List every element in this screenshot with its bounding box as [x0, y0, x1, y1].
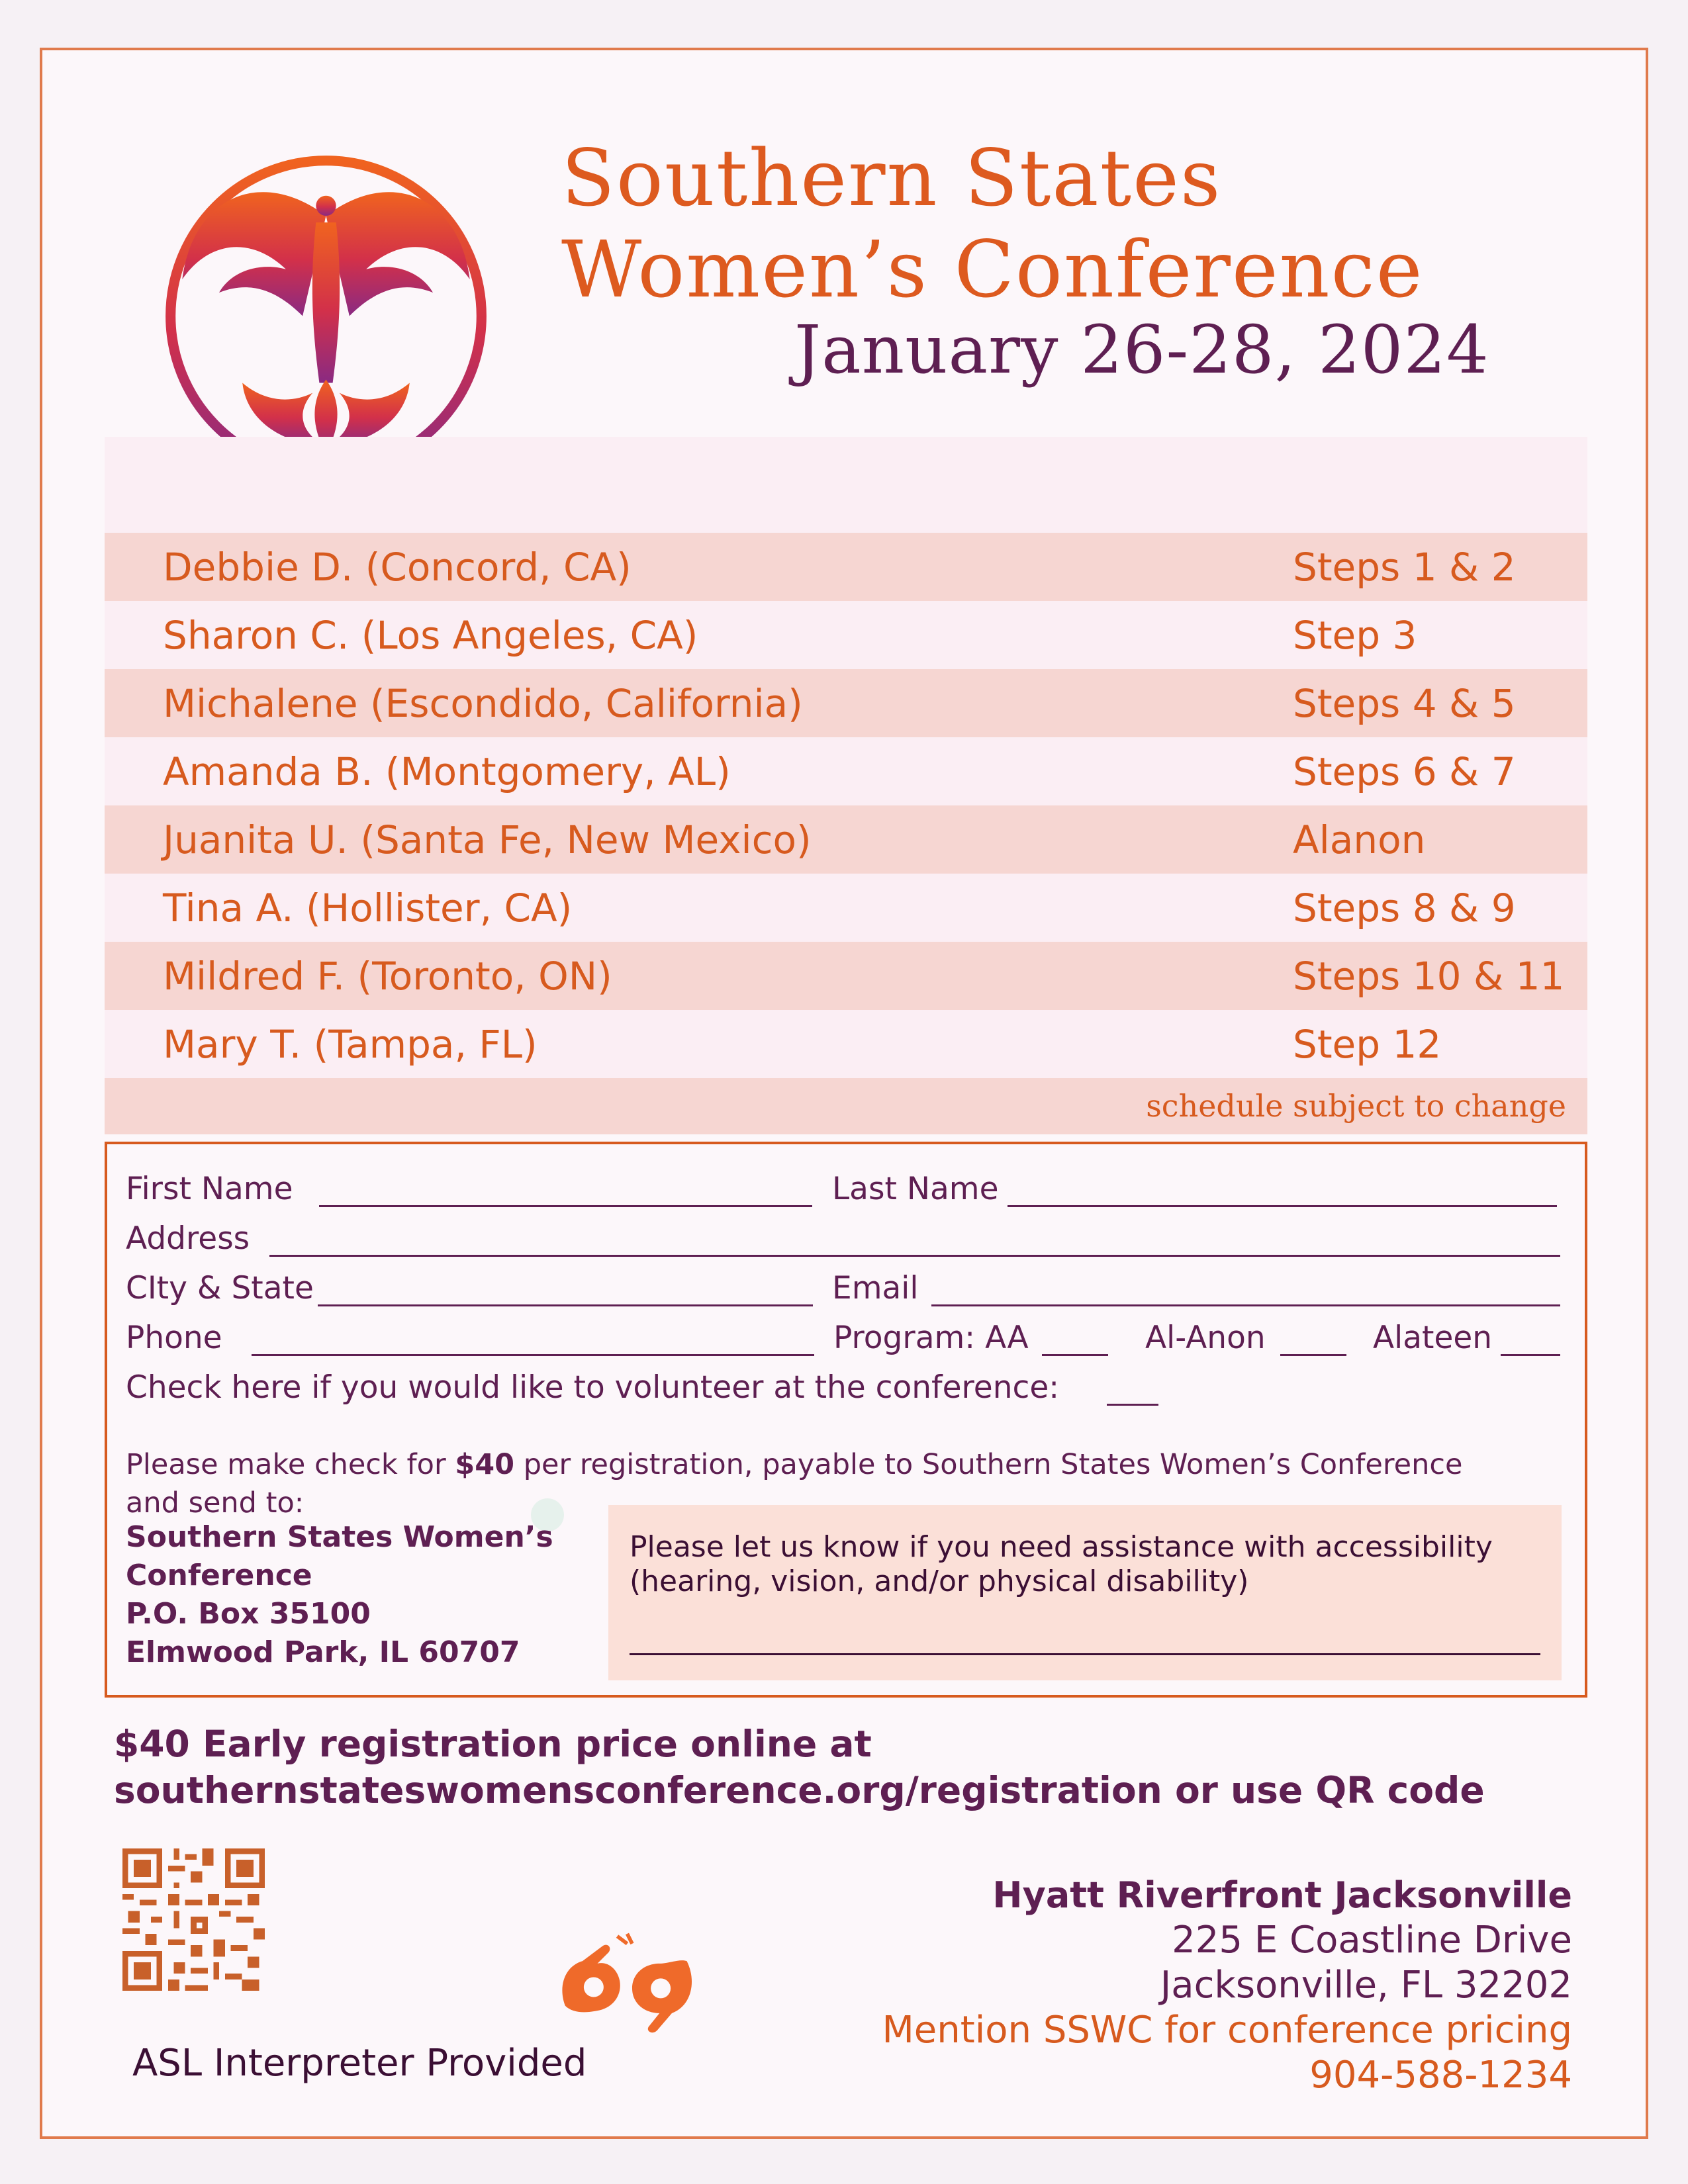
venue-phone[interactable]: 904-588-1234 [1309, 2054, 1572, 2097]
conference-title [561, 132, 1424, 315]
address-field[interactable] [269, 1255, 1560, 1257]
speaker-topic: Steps 1 & 2 [1293, 544, 1516, 590]
venue-city: Jacksonville, FL 32202 [1160, 1964, 1572, 2007]
phone-field[interactable] [252, 1354, 814, 1356]
mailing-address-line: P.O. Box 35100 [126, 1597, 371, 1631]
registration-form [105, 1142, 1587, 1698]
program-alanon-field[interactable] [1280, 1354, 1346, 1356]
accessibility-field[interactable] [630, 1653, 1540, 1655]
program-aa-field[interactable] [1042, 1354, 1108, 1356]
schedule-row [105, 601, 1587, 669]
asl-hands-icon [553, 1929, 702, 2045]
last-name-label: Last Name [832, 1171, 999, 1207]
payment-text-line2: and send to: [126, 1486, 305, 1520]
payment-amount: $40 [455, 1448, 515, 1481]
program-alateen-label: Alateen [1373, 1320, 1493, 1356]
speaker-topic: Steps 4 & 5 [1293, 680, 1516, 726]
title-line-2: Women’s Conference [561, 224, 1424, 315]
speaker-topic: Step 12 [1293, 1021, 1442, 1067]
address-label: Address [126, 1220, 250, 1257]
qr-code-icon[interactable] [122, 1848, 265, 1991]
online-registration [114, 1721, 1485, 1813]
last-name-field[interactable] [1008, 1205, 1557, 1207]
online-line-2[interactable]: southernstateswomensconference.org/registration or use QR code [114, 1769, 1485, 1811]
mailing-address-line: Elmwood Park, IL 60707 [126, 1635, 520, 1669]
schedule-row [105, 942, 1587, 1010]
schedule-row [105, 533, 1587, 601]
volunteer-label: Check here if you would like to volunteer at the conference: [126, 1369, 1060, 1406]
email-label: Email [832, 1270, 919, 1306]
volunteer-field[interactable] [1107, 1404, 1158, 1406]
speaker-topic: Steps 10 & 11 [1293, 953, 1565, 999]
speaker-topic: Alanon [1293, 817, 1426, 862]
city-state-field[interactable] [318, 1304, 813, 1306]
speaker-name: Debbie D. (Concord, CA) [163, 544, 632, 590]
schedule-row [105, 1010, 1587, 1078]
first-name-label: First Name [126, 1171, 293, 1207]
email-field[interactable] [931, 1304, 1560, 1306]
accessibility-box [608, 1505, 1562, 1680]
mailing-address-line: Conference [126, 1559, 312, 1592]
program-alanon-label: Al-Anon [1145, 1320, 1266, 1356]
asl-interpreter-note: ASL Interpreter Provided [132, 2042, 587, 2085]
speaker-name: Mildred F. (Toronto, ON) [163, 953, 612, 999]
speaker-name: Juanita U. (Santa Fe, New Mexico) [163, 817, 812, 862]
conference-date: January 26-28, 2024 [794, 311, 1489, 388]
phoenix-logo-icon [159, 149, 493, 483]
city-state-label: CIty & State [126, 1270, 314, 1306]
speaker-name: Tina A. (Hollister, CA) [163, 885, 573, 931]
phone-label: Phone [126, 1320, 222, 1356]
schedule-row [105, 805, 1587, 874]
accessibility-text: Please let us know if you need assistance with accessibility (hearing, vision, and/or physical disability) [630, 1530, 1493, 1598]
program-aa-label: Program: AA [833, 1320, 1029, 1356]
payment-text-pre: Please make check for [126, 1448, 455, 1481]
first-name-field[interactable] [319, 1205, 812, 1207]
speaker-schedule [105, 437, 1587, 1134]
venue-info [882, 1873, 1572, 2098]
speaker-name: Amanda B. (Montgomery, AL) [163, 749, 731, 794]
program-alateen-field[interactable] [1501, 1354, 1560, 1356]
schedule-header-band [105, 437, 1587, 533]
schedule-row [105, 669, 1587, 737]
mailing-address-line: Southern States Women’s [126, 1520, 553, 1554]
speaker-name: Sharon C. (Los Angeles, CA) [163, 612, 698, 658]
schedule-note: schedule subject to change [105, 1078, 1587, 1134]
title-line-1: Southern States [561, 132, 1222, 224]
venue-mention: Mention SSWC for conference pricing [882, 2009, 1572, 2052]
online-line-1: $40 Early registration price online at [114, 1723, 872, 1765]
schedule-row [105, 874, 1587, 942]
speaker-topic: Steps 8 & 9 [1293, 885, 1516, 931]
venue-street: 225 E Coastline Drive [1172, 1919, 1572, 1962]
mailing-address [126, 1518, 553, 1672]
payment-text-post: per registration, payable to Southern States Women’s Conference [514, 1448, 1463, 1481]
schedule-row [105, 737, 1587, 805]
speaker-topic: Steps 6 & 7 [1293, 749, 1516, 794]
venue-name: Hyatt Riverfront Jacksonville [992, 1874, 1572, 1916]
speaker-name: Michalene (Escondido, California) [163, 680, 803, 726]
speaker-topic: Step 3 [1293, 612, 1417, 658]
speaker-name: Mary T. (Tampa, FL) [163, 1021, 538, 1067]
